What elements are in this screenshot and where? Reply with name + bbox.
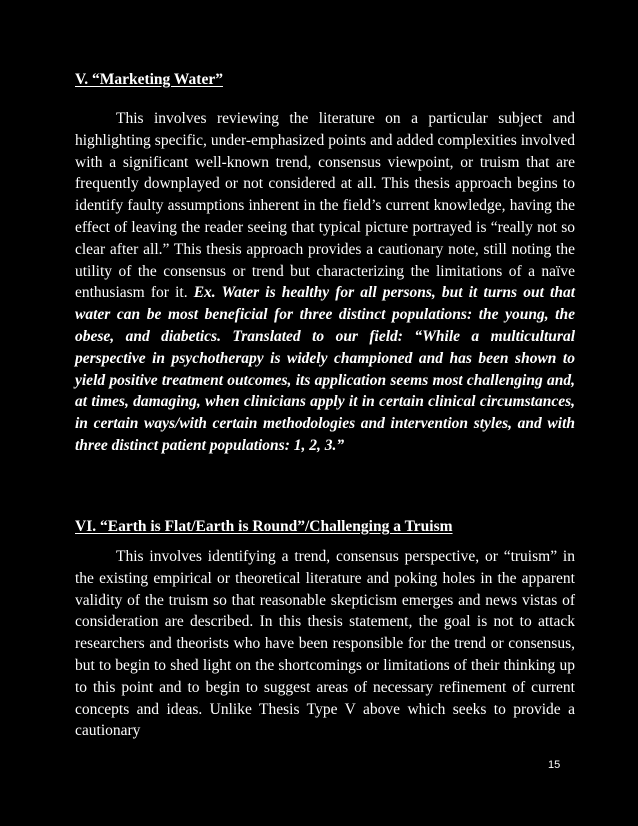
section-v-heading: V. “Marketing Water” [75,71,223,88]
section-vi-body-text: This involves identifying a trend, consensus perspective, or “truism” in the existing empirical or theoretical literature and poking holes in the apparent validity of the truism so that reasonable skepticism emerges and news vistas of consideration are described. In this thesis statement, the goal is not to attack researchers and theorists who have been responsible for the trend or consensus, but to begin to shed light on the shortcomings or limitations of their thinking up to this point and to begin to suggest areas of necessary refinement of current concepts and ideas. Unlike Thesis Type V above which seeks to provide a cautionary [75,548,575,740]
section-v-body-text: This involves reviewing the literature on a particular subject and highlighting specific, under-emphasized points and added complexities involved with a significant well-known trend, consensus viewpoint, or truism that are frequently downplayed or not considered at all. This thesis approach begins to identify faulty assumptions inherent in the field’s current knowledge, having the effect of leaving the reader seeing that typical picture portrayed is “really not so clear after all.” This thesis approach provides a cautionary note, still noting the utility of the consensus or trend but characterizing the limitations of a naïve enthusiasm for it. [75,110,575,302]
page-number: 15 [548,759,561,771]
section-v-example-text: Ex. Water is healthy for all persons, but it turns out that water can be most beneficial for three distinct populations: the young, the obese, and diabetics. Translated to our field: “While a multicultural perspective in psychotherapy is widely championed and has been shown to yield positive treatment outcomes, its application seems most challenging and, at times, damaging, when clinicians apply it in certain clinical circumstances, in certain ways/with certain methodologies and intervention styles, and with three distinct patient populations: 1, 2, 3.” [75,284,576,454]
section-vi-paragraph [75,546,575,742]
section-v-paragraph [75,108,575,457]
section-vi-heading: VI. “Earth is Flat/Earth is Round”/Challenging a Truism [75,518,453,535]
